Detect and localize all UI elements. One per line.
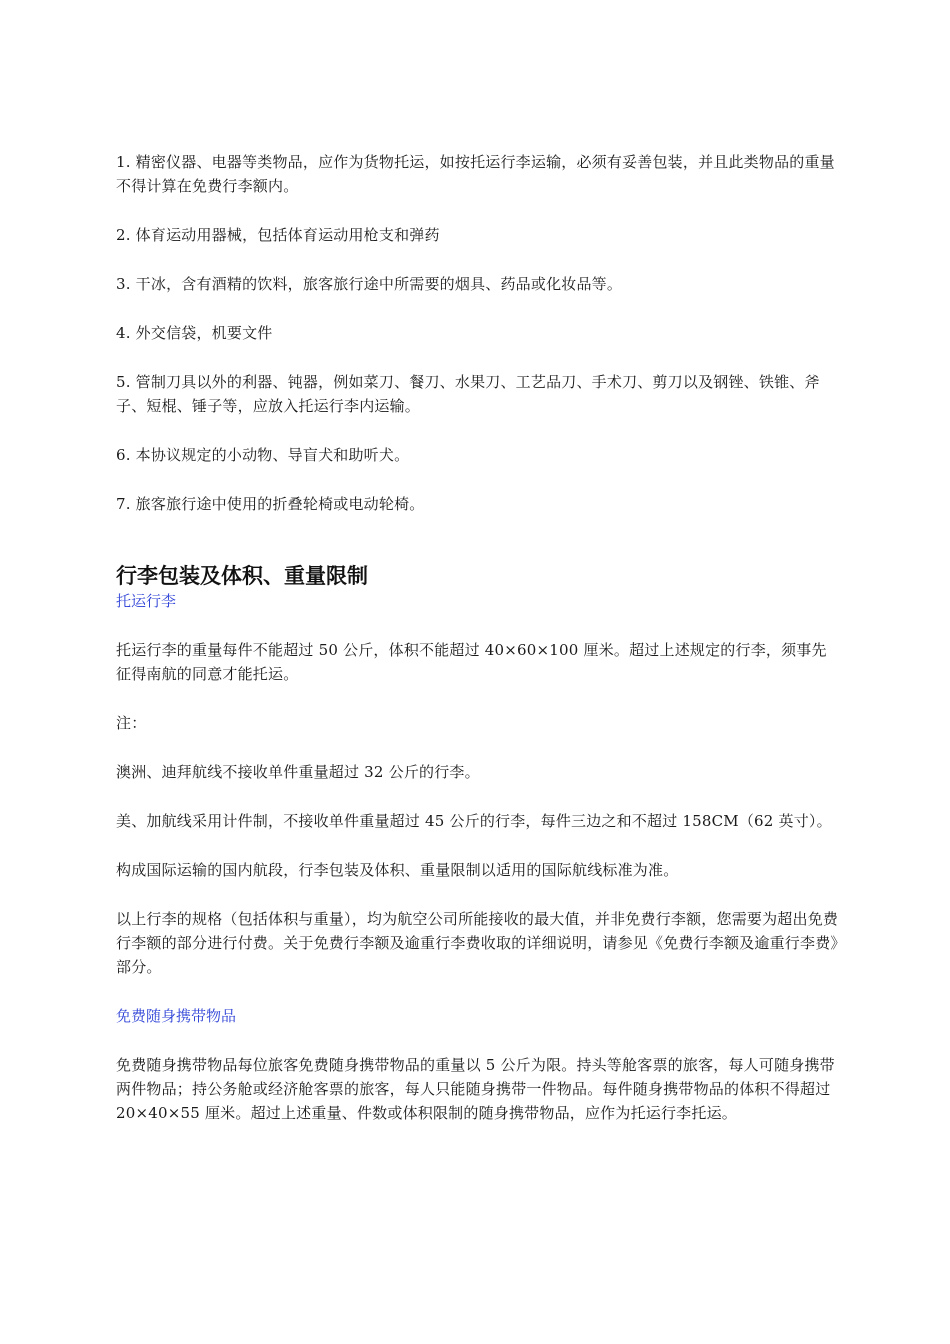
list-item-1: 1. 精密仪器、电器等类物品，应作为货物托运，如按托运行李运输，必须有妥善包装，并且此类物品的重量不得计算在免费行李额内。	[116, 153, 835, 195]
list-item-5: 5. 管制刀具以外的利器、钝器，例如菜刀、餐刀、水果刀、工艺品刀、手术刀、剪刀以及钢锉、铁锥、斧子、短棍、锤子等，应放入托运行李内运输。	[116, 373, 820, 415]
list-item-2: 2. 体育运动用器械，包括体育运动用枪支和弹药	[116, 226, 440, 244]
checked-paragraph-us-canada: 美、加航线采用计件制，不接收单件重量超过 45 公斤的行李，每件三边之和不超过 158CM（62 英寸）。	[116, 812, 832, 830]
list-item-3: 3. 干冰，含有酒精的饮料，旅客旅行途中所需要的烟具、药品或化妆品等。	[116, 275, 623, 293]
checked-baggage-link[interactable]: 托运行李	[116, 592, 177, 610]
checked-paragraph-spec: 以上行李的规格（包括体积与重量），均为航空公司所能接收的最大值，并非免费行李额，您需要为超出免费行李额的部分进行付费。关于免费行李额及逾重行李费收取的详细说明，请参见《免费行李额及逾重行李费》部分。	[116, 910, 839, 976]
checked-paragraph-domestic: 构成国际运输的国内航段，行李包装及体积、重量限制以适用的国际航线标准为准。	[116, 861, 679, 879]
section-heading: 行李包装及体积、重量限制	[116, 564, 368, 588]
checked-paragraph-limits: 托运行李的重量每件不能超过 50 公斤，体积不能超过 40×60×100 厘米。超过上述规定的行李，须事先征得南航的同意才能托运。	[116, 641, 827, 683]
list-item-6: 6. 本协议规定的小动物、导盲犬和助听犬。	[116, 446, 410, 464]
checked-paragraph-australia: 澳洲、迪拜航线不接收单件重量超过 32 公斤的行李。	[116, 763, 480, 781]
carry-on-link[interactable]: 免费随身携带物品	[116, 1007, 237, 1025]
checked-paragraph-note-label: 注：	[116, 714, 147, 732]
carry-on-paragraph: 免费随身携带物品每位旅客免费随身携带物品的重量以 5 公斤为限。持头等舱客票的旅客，每人可随身携带两件物品；持公务舱或经济舱客票的旅客，每人只能随身携带一件物品。每件随身携带物品的体积不得超过 20×40×55 厘米。超过上述重量、件数或体积限制的随身携带物品，应作为托运行李托运。	[116, 1056, 835, 1122]
list-item-7: 7. 旅客旅行途中使用的折叠轮椅或电动轮椅。	[116, 495, 425, 513]
list-item-4: 4. 外交信袋，机要文件	[116, 324, 273, 342]
document-page	[116, 150, 840, 1150]
